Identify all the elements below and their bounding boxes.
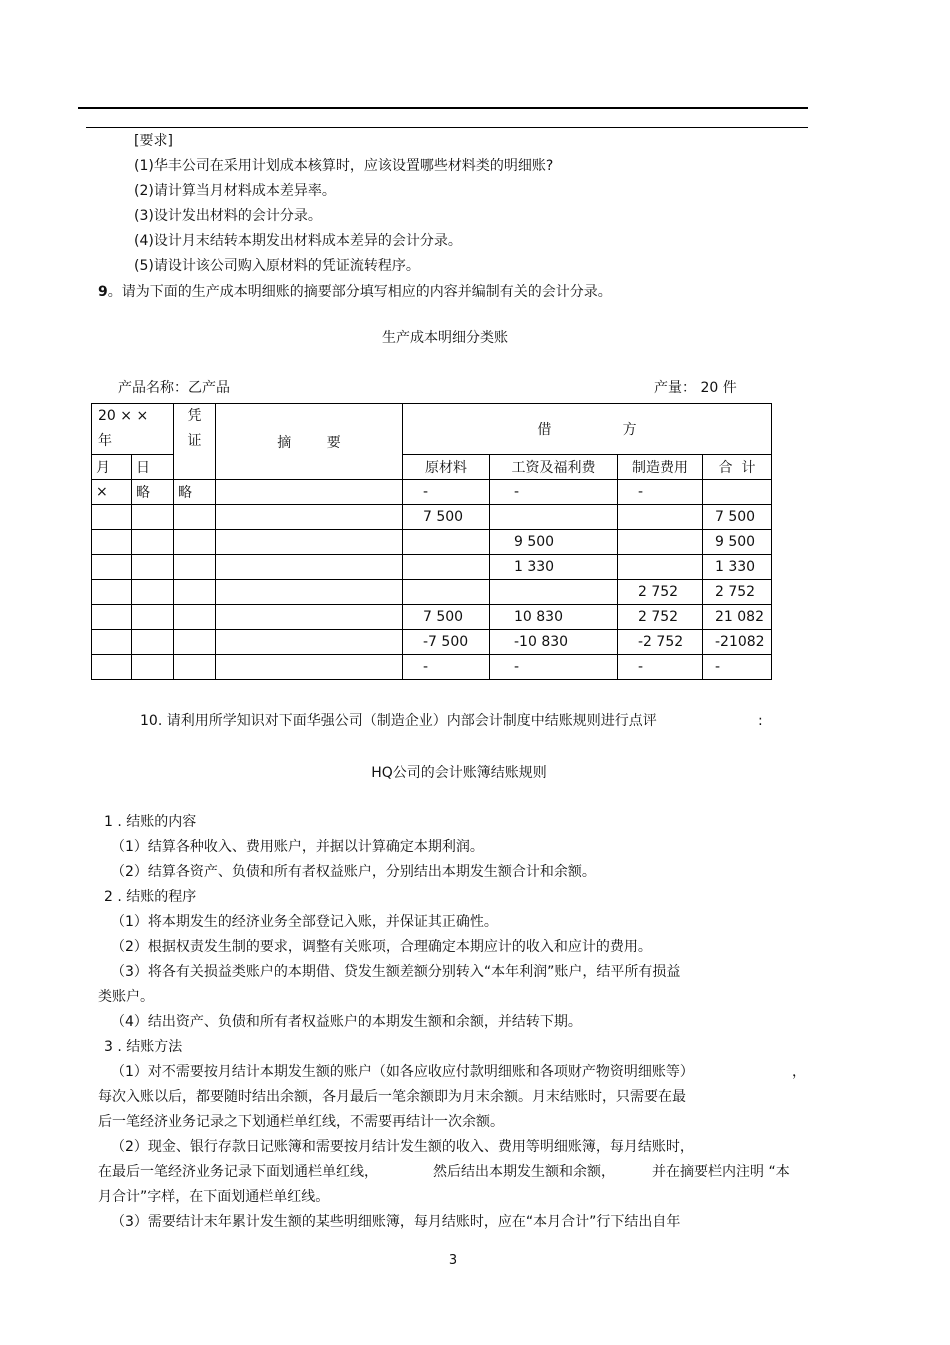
table-row [92, 505, 772, 530]
table-cell [174, 555, 216, 580]
table-cell [403, 530, 490, 555]
rule-text: （3）需要结计末年累计发生额的某些明细账簿，每月结账时，应在“本月合计”行下结出自年 [111, 1214, 681, 1230]
table-cell [216, 630, 403, 655]
requirement-item: (2)请计算当月材料成本差异率。 [134, 183, 336, 199]
table-cell [132, 580, 174, 605]
rule-text: （3）将各有关损益类账户的本期借、贷发生额差额分别转入“本年利润”账户，结平所有损益 [111, 964, 681, 980]
section-3-heading: 3 . 结账方法 [104, 1039, 183, 1055]
table-cell [216, 605, 403, 630]
table-cell: -10 830 [490, 630, 618, 655]
table-cell: - [490, 480, 618, 505]
table-cell [490, 505, 618, 530]
question-9-number: 9 [98, 284, 108, 300]
table-cell [92, 505, 132, 530]
rule-text: 月合计”字样，在下面划通栏单红线。 [98, 1189, 330, 1205]
table-cell: 2 752 [618, 580, 703, 605]
rule-text: （2）现金、银行存款日记账簿和需要按月结计发生额的收入、费用等明细账簿，每月结账时， [111, 1139, 694, 1155]
table-row [92, 655, 772, 680]
table-cell [92, 530, 132, 555]
col-raw-materials: 原材料 [403, 455, 490, 480]
year-label: 20 × × [98, 408, 149, 424]
requirement-item: (1)华丰公司在采用计划成本核算时，应该设置哪些材料类的明细账? [134, 158, 554, 174]
table-cell: - [703, 655, 772, 680]
rule-text: （4）结出资产、负债和所有者权益账户的本期发生额和余额，并结转下期。 [111, 1014, 582, 1030]
table-cell: 2 752 [703, 580, 772, 605]
table-row [92, 530, 772, 555]
question-10-colon: : [758, 713, 763, 729]
table-cell [174, 530, 216, 555]
col-wages: 工资及福利费 [490, 455, 618, 480]
table-cell [490, 580, 618, 605]
table-cell: 7 500 [403, 605, 490, 630]
header-rule-thin [86, 127, 808, 128]
table-cell [92, 605, 132, 630]
table-cell: 7 500 [703, 505, 772, 530]
summary-header: 摘 要 [216, 404, 403, 480]
rule-text: （2）根据权责发生制的要求，调整有关账项，合理确定本期应计的收入和应计的费用。 [111, 939, 652, 955]
table-cell: - [403, 655, 490, 680]
table-cell [92, 630, 132, 655]
table-cell [132, 605, 174, 630]
debit-header: 借 方 [403, 404, 772, 455]
table-cell [92, 580, 132, 605]
table-cell: 9 500 [703, 530, 772, 555]
table-cell: 2 752 [618, 605, 703, 630]
table-row [92, 630, 772, 655]
rule-text: 然后结出本期发生额和余额， [433, 1164, 615, 1180]
table-cell [174, 505, 216, 530]
ledger-title: 生产成本明细分类账 [382, 330, 508, 346]
voucher-header [174, 404, 216, 480]
rule-text: 每次入账以后，都要随时结出余额，各月最后一笔余额即为月末余额。月末结账时，只需要在最 [98, 1089, 686, 1105]
rules-title: HQ公司的会计账簿结账规则 [371, 765, 547, 781]
table-cell [703, 480, 772, 505]
requirement-item: (4)设计月末结转本期发出材料成本差异的会计分录。 [134, 233, 462, 249]
table-cell [618, 505, 703, 530]
table-row [92, 480, 772, 505]
table-row [92, 605, 772, 630]
rule-text: （1）结算各种收入、费用账户，并据以计算确定本期利润。 [111, 839, 484, 855]
table-cell [216, 655, 403, 680]
table-cell: 9 500 [490, 530, 618, 555]
product-name: 产品名称：乙产品 [118, 380, 230, 396]
ledger-table [91, 403, 772, 680]
table-cell [403, 580, 490, 605]
table-cell [132, 505, 174, 530]
year-header [92, 404, 174, 455]
table-cell [92, 555, 132, 580]
table-cell: 10 830 [490, 605, 618, 630]
question-10: 10. 请利用所学知识对下面华强公司（制造企业）内部会计制度中结账规则进行点评 [140, 713, 657, 729]
table-cell: - [490, 655, 618, 680]
table-cell [216, 555, 403, 580]
rule-text: 后一笔经济业务记录之下划通栏单红线，不需要再结计一次余额。 [98, 1114, 504, 1130]
month-header: 月 [92, 455, 132, 480]
table-cell: -2 752 [618, 630, 703, 655]
table-cell: 1 330 [490, 555, 618, 580]
table-cell: 21 082 [703, 605, 772, 630]
table-cell [174, 605, 216, 630]
rule-text: （1）对不需要按月结计本期发生额的账户（如各应收应付款明细账和各项财产物资明细账等） [111, 1064, 694, 1080]
table-cell [216, 480, 403, 505]
rule-text: 并在摘要栏内注明 “本 [652, 1164, 790, 1180]
table-cell: 7 500 [403, 505, 490, 530]
table-cell [403, 555, 490, 580]
requirement-item: (5)请设计该公司购入原材料的凭证流转程序。 [134, 258, 420, 274]
rule-text: ， [792, 1064, 806, 1080]
table-cell [216, 530, 403, 555]
year-suffix: 年 [98, 433, 112, 449]
header-rule-thick [78, 107, 808, 109]
table-cell [132, 655, 174, 680]
table-cell [174, 655, 216, 680]
table-row [92, 580, 772, 605]
table-cell [216, 505, 403, 530]
table-cell [132, 530, 174, 555]
table-cell: 1 330 [703, 555, 772, 580]
table-cell [174, 630, 216, 655]
col-total: 合 计 [703, 455, 772, 480]
question-9-text: 。请为下面的生产成本明细账的摘要部分填写相应的内容并编制有关的会计分录。 [107, 284, 612, 300]
table-cell: × [92, 480, 132, 505]
table-cell: -21082 [703, 630, 772, 655]
table-cell: 略 [174, 480, 216, 505]
col-overhead: 制造费用 [618, 455, 703, 480]
voucher-label-1: 凭 [187, 408, 202, 424]
table-cell [216, 580, 403, 605]
rule-text: （1）将本期发生的经济业务全部登记入账，并保证其正确性。 [111, 914, 498, 930]
ledger-body [92, 480, 772, 680]
table-cell: - [618, 480, 703, 505]
table-cell [618, 530, 703, 555]
section-2-heading: 2 . 结账的程序 [104, 889, 197, 905]
table-cell: -7 500 [403, 630, 490, 655]
voucher-label-2: 证 [187, 433, 202, 449]
requirements-heading: [要求] [134, 133, 173, 149]
table-cell [174, 580, 216, 605]
rule-text: （2）结算各资产、负债和所有者权益账户，分别结出本期发生额合计和余额。 [111, 864, 596, 880]
day-header: 日 [132, 455, 174, 480]
page-number: 3 [448, 1253, 458, 1268]
table-cell: - [403, 480, 490, 505]
table-cell [92, 655, 132, 680]
rule-text: 类账户。 [98, 989, 154, 1005]
table-cell [132, 555, 174, 580]
output-quantity: 产量： 20 件 [654, 380, 737, 396]
rule-text: 在最后一笔经济业务记录下面划通栏单红线， [98, 1164, 378, 1180]
table-cell [618, 555, 703, 580]
table-cell: 略 [132, 480, 174, 505]
section-1-heading: 1 . 结账的内容 [104, 814, 197, 830]
table-cell: - [618, 655, 703, 680]
table-row [92, 555, 772, 580]
requirement-item: (3)设计发出材料的会计分录。 [134, 208, 322, 224]
question-9 [98, 282, 612, 302]
table-cell [132, 630, 174, 655]
